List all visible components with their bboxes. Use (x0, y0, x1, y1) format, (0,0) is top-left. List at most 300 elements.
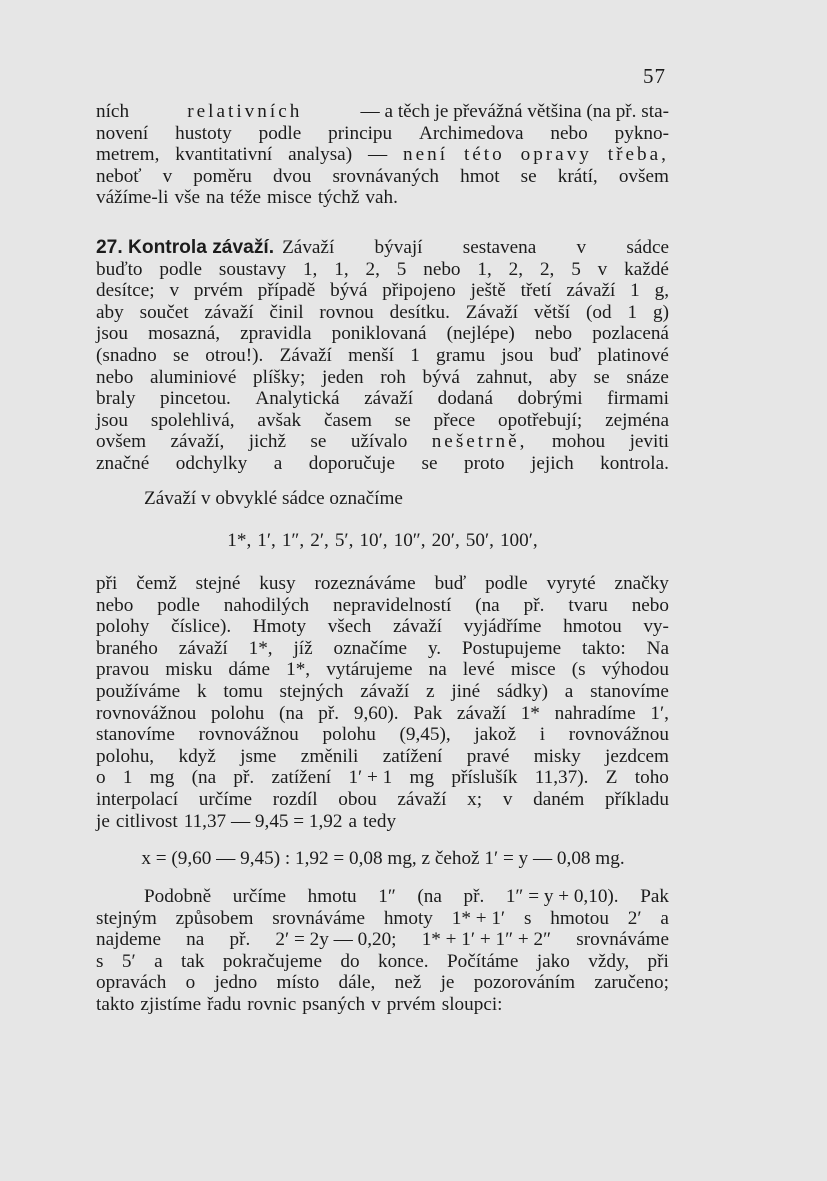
paragraph-5 (96, 886, 669, 1016)
text-line (96, 659, 669, 681)
word: jeden (322, 366, 364, 388)
word: změnili (300, 745, 359, 767)
text-line (96, 123, 669, 145)
word: novení (96, 122, 149, 144)
word: takto (96, 993, 135, 1015)
word: bývá (422, 366, 460, 388)
word: srovnáváme (272, 907, 365, 929)
text-line (96, 811, 669, 833)
word: závaží (178, 637, 228, 659)
word: značné (96, 452, 150, 474)
text-line (96, 345, 669, 367)
word: Postupujeme (462, 637, 562, 659)
word: psaných (302, 993, 366, 1015)
word: 2′, (310, 529, 329, 551)
word: 1 (410, 344, 420, 366)
word: (od (586, 301, 612, 323)
word: týchž (317, 187, 360, 209)
word: 10″, (393, 529, 426, 551)
word: vyjádříme (463, 616, 542, 638)
word: aby (549, 366, 577, 388)
word: vah. (365, 187, 398, 209)
word: Archimedova (419, 122, 524, 144)
word: ních (96, 101, 130, 122)
word: nešetrně, (431, 431, 528, 453)
word: nebo (96, 594, 134, 616)
word: se (520, 165, 537, 187)
word: jakož (474, 724, 516, 746)
word: takto: (582, 637, 626, 659)
word: zjistíme (140, 993, 202, 1015)
word: zatížení (382, 745, 443, 767)
word: vyryté (546, 573, 596, 594)
word: o (185, 972, 196, 994)
word: spolehlivá, (150, 409, 235, 431)
word: 2, (508, 258, 524, 280)
word: dále, (338, 972, 376, 994)
word: (na (279, 702, 304, 724)
word: misce (267, 187, 312, 209)
word: zpravidla (240, 323, 312, 345)
word: Z (605, 767, 618, 789)
word: nahodilých (223, 594, 310, 616)
word: avšak (257, 409, 302, 431)
word: a (348, 810, 358, 832)
text-line (96, 789, 669, 811)
word: používáme (96, 680, 181, 702)
word: firmami (607, 388, 669, 410)
paragraph-4 (96, 573, 669, 870)
word: metrem, (96, 144, 160, 166)
text-line (96, 994, 669, 1016)
text-line (96, 367, 669, 389)
word: součet (139, 301, 189, 323)
word: bývají (374, 237, 423, 258)
word: stanovíme (590, 680, 669, 702)
word: citlivost (115, 810, 178, 832)
word: připojeno (382, 280, 456, 302)
word: zejména (605, 409, 669, 431)
word: čemž (136, 573, 177, 594)
word: (snadno (96, 344, 157, 366)
word: jezdcem (605, 745, 669, 767)
word: 5 (571, 258, 581, 280)
text-line (96, 187, 669, 209)
word: nebo (550, 122, 588, 144)
word: 1*, (248, 637, 273, 659)
text-line (96, 237, 669, 259)
word: Hmoty (252, 616, 307, 638)
word: mosazná, (148, 323, 221, 345)
word: činil (269, 301, 304, 323)
word: mohou (551, 431, 606, 453)
word: y. (427, 637, 442, 659)
word: číslice). (170, 616, 232, 638)
weights-line (96, 530, 669, 552)
word: v (576, 237, 587, 258)
word: sádky) (496, 680, 549, 702)
word: tedy (363, 810, 397, 832)
word: kontrola. (600, 452, 669, 474)
word: téže (230, 187, 262, 209)
text-line-rest (282, 237, 669, 259)
paragraph-3 (96, 488, 669, 551)
word: sádce (626, 237, 669, 258)
word: 1, (334, 258, 349, 280)
word: závaží (566, 280, 616, 302)
section-heading: 27. Kontrola závaží. (96, 237, 275, 258)
word: příkladu (605, 788, 669, 810)
word: Pak (640, 886, 669, 907)
word: 1′, (650, 702, 669, 724)
word: zatížení (271, 767, 332, 789)
word: stejných (279, 680, 344, 702)
word: 5′, (334, 529, 354, 551)
text-line (96, 410, 669, 432)
word: srovnávaných (332, 165, 440, 187)
word: užívalo (350, 431, 408, 453)
word: (na (417, 886, 442, 907)
word: obou (338, 788, 377, 810)
word: principu (328, 122, 393, 144)
word: 9,60). (353, 702, 399, 724)
word: větší (533, 301, 571, 323)
word: g) (652, 301, 669, 323)
word: misky (533, 745, 581, 767)
text-line (96, 144, 669, 166)
word: 2′ (627, 907, 642, 929)
word: příslušík (451, 767, 518, 789)
word: místo (276, 972, 320, 994)
word: doporučuje (308, 452, 396, 474)
word: 1*, (286, 659, 311, 681)
word: desítce; (96, 280, 155, 302)
word: třeba, (607, 144, 669, 166)
word: x; (467, 788, 483, 810)
word: levé (462, 659, 495, 681)
text-line (96, 767, 669, 789)
text-line (96, 951, 669, 973)
word: výhodou (601, 659, 669, 681)
text-line (96, 595, 669, 617)
word: podle (485, 573, 528, 594)
word: polohu, (96, 745, 155, 767)
word: Počítáme (447, 950, 519, 972)
word: podle (258, 122, 302, 144)
word: roh (380, 366, 406, 388)
word: se (310, 431, 327, 453)
word: g, (654, 280, 669, 302)
word: vše (174, 187, 201, 209)
word: polohu (210, 702, 265, 724)
word: 50′, (465, 529, 494, 551)
text-line (96, 638, 669, 660)
word: jeviti (629, 431, 669, 453)
word: tomu (223, 680, 263, 702)
word: podle (159, 258, 203, 280)
word: 1″ = y + 0,10). (505, 886, 619, 907)
word: rozdíl (272, 788, 318, 810)
word: rovnovážnou (568, 724, 669, 746)
word: jiné (451, 680, 481, 702)
word: na (206, 187, 225, 209)
word: poměru (193, 165, 252, 187)
word: 1″ (378, 886, 396, 907)
word: jejich (531, 452, 574, 474)
word: dvou (273, 165, 312, 187)
word: když (178, 745, 216, 767)
text-line (96, 302, 669, 324)
word: do (340, 950, 360, 972)
word: analysa) (288, 144, 353, 166)
word: hustoty (175, 122, 232, 144)
word: případě (257, 280, 316, 302)
word: jako (536, 950, 570, 972)
word: pravé (466, 745, 510, 767)
word: tvaru (568, 594, 608, 616)
word: konce. (377, 950, 429, 972)
word: 10′, (359, 529, 388, 551)
word: sloupci: (441, 993, 503, 1015)
text-line (96, 280, 669, 302)
word: 1* + 1′ (451, 907, 506, 929)
word: stejné (195, 573, 241, 594)
text-line (96, 616, 669, 638)
word: z (426, 680, 435, 702)
word: nebo (96, 366, 134, 388)
word: krátí, (557, 165, 598, 187)
word: závaží (397, 788, 447, 810)
intro-line: Závaží v obvyklé sádce označíme (144, 488, 403, 509)
paragraph-1 (96, 101, 669, 209)
word: než (394, 972, 422, 994)
word: 1 (630, 280, 640, 302)
word: misce (510, 659, 556, 681)
word: vážíme-li (96, 187, 169, 209)
word: je (440, 972, 455, 994)
text-line (96, 929, 669, 951)
word: 1″, (281, 529, 305, 551)
word: třetí (520, 280, 552, 302)
word: se (394, 409, 411, 431)
word: značky (614, 573, 669, 594)
word: rovnovážnou (96, 702, 197, 724)
word: tak (181, 950, 205, 972)
word: 1 (122, 767, 133, 789)
word: (s (571, 659, 586, 681)
word: o (96, 767, 106, 789)
word: braly (96, 388, 136, 410)
word: všech (327, 616, 372, 638)
word: buďto (96, 258, 143, 280)
word: nebo (534, 323, 573, 345)
word: dobrými (517, 388, 583, 410)
word: každé (624, 258, 669, 280)
word: (9,45), (399, 724, 451, 746)
word: nebo (631, 594, 669, 616)
word: je (96, 810, 110, 832)
word: ovšem (618, 165, 669, 187)
word: jsou (501, 344, 534, 366)
word: nebo (423, 258, 461, 280)
word: pravou (96, 659, 150, 681)
section-27 (96, 237, 669, 475)
word: určíme (232, 886, 287, 907)
word: 11,37). (534, 767, 589, 789)
word: jsme (240, 745, 277, 767)
word: Závaží (282, 237, 335, 258)
word: menší (348, 344, 394, 366)
word: závaží (364, 388, 414, 410)
word: při (647, 950, 669, 972)
text-line (96, 388, 669, 410)
word: 1, (302, 258, 318, 280)
word: Podobně (144, 886, 212, 907)
word: sestavena (462, 237, 537, 258)
word: s (523, 907, 532, 929)
word: vy- (643, 616, 669, 638)
word: závaží (393, 616, 443, 638)
word: dodaná (437, 388, 494, 410)
word: (na (475, 594, 500, 616)
word: plíšky; (253, 366, 306, 388)
word: interpolací (96, 788, 179, 810)
word: v (169, 280, 180, 302)
word: soustavy (218, 258, 287, 280)
equation: x = (9,60 — 9,45) : 1,92 = 0,08 mg, z čehož 1′ = y — 0,08 mg. (141, 848, 625, 870)
text-line (96, 703, 669, 725)
word: — (367, 144, 388, 166)
word: 20′, (431, 529, 460, 551)
word: ještě (470, 280, 506, 302)
word: rozeznáváme (314, 573, 416, 594)
text-line (96, 746, 669, 768)
word: hmotou (563, 616, 622, 638)
word: buď (549, 344, 582, 366)
word: na (186, 929, 205, 951)
word: pozlacená (592, 323, 669, 345)
word: se (173, 344, 189, 366)
word: hmotu (307, 886, 357, 907)
word: označíme (333, 637, 408, 659)
word: odchylky (175, 452, 248, 474)
word: 1* (520, 702, 540, 724)
word: nepravidelností (332, 594, 452, 616)
word: př. (463, 886, 485, 907)
word: opotřebují; (498, 409, 583, 431)
word: otrou!). (205, 344, 264, 366)
text-line (96, 431, 669, 453)
word: (na (191, 767, 217, 789)
word: neboť (96, 165, 142, 187)
word: 1* + 1′ + 1″ + 2″ (421, 929, 552, 951)
word: polohy (96, 616, 150, 638)
word: závaží, (170, 431, 225, 453)
word: gramu (436, 344, 486, 366)
text-line (96, 166, 669, 188)
word: vytárujeme (326, 659, 413, 681)
word: 5′ (121, 950, 136, 972)
text-line (96, 453, 669, 475)
word: v (502, 788, 513, 810)
word: (nejlépe) (446, 323, 515, 345)
word: a (564, 680, 574, 702)
word: relativních (187, 101, 303, 122)
word: této (463, 144, 505, 166)
word: snáze (626, 366, 669, 388)
word: vždy, (588, 950, 630, 972)
word: př. (523, 594, 545, 616)
word: pykno- (614, 122, 669, 144)
word: misku (165, 659, 213, 681)
word: závaží (360, 680, 410, 702)
word: polohu (322, 724, 376, 746)
word: aluminiové (150, 366, 237, 388)
word: toho (634, 767, 669, 789)
page-number: 57 (643, 64, 666, 88)
word: rovnovážnou (198, 724, 299, 746)
word: řadu (207, 993, 242, 1015)
word: závaží (204, 301, 254, 323)
text-line (96, 259, 669, 281)
word: pozorováním (473, 972, 576, 994)
word: najdeme (96, 929, 161, 951)
word: zahnut, (476, 366, 533, 388)
word: — a těch je převážná většina (na př. sta- (360, 101, 669, 122)
word: 1′, (257, 529, 276, 551)
word: aby (96, 301, 124, 323)
word: s (96, 950, 104, 972)
word: zaručeno; (594, 972, 669, 994)
text-line (96, 886, 669, 908)
word: př. (229, 929, 251, 951)
word: Závaží (465, 301, 518, 323)
word: přece (433, 409, 476, 431)
word: v (162, 165, 173, 187)
word: kusy (259, 573, 296, 594)
word: a (154, 950, 163, 972)
word: Analytická (255, 388, 340, 410)
word: daném (533, 788, 585, 810)
word: i (539, 724, 546, 746)
word: jedno (214, 972, 258, 994)
word: braného (96, 637, 158, 659)
word: 11,37 — 9,45 = 1,92 (183, 810, 343, 832)
word: prvém (193, 280, 243, 302)
word: na (428, 659, 447, 681)
word: bývá (330, 280, 368, 302)
text-line (96, 573, 669, 595)
text-line (96, 323, 669, 345)
word: 1, (477, 258, 492, 280)
word: 2′ = 2y — 0,20; (275, 929, 397, 951)
word: mg (149, 767, 175, 789)
word: pincetou. (159, 388, 231, 410)
word: jsou (96, 323, 128, 345)
word: pokračujeme (222, 950, 322, 972)
word: poniklovaná (331, 323, 427, 345)
word: a (660, 907, 669, 929)
word: nahradíme (554, 702, 636, 724)
word: způsobem (175, 907, 254, 929)
word: není (403, 144, 449, 166)
word: a (273, 452, 283, 474)
word: opravách (96, 972, 167, 994)
word: stanovíme (96, 724, 175, 746)
text-line (96, 681, 669, 703)
word: prvém (386, 993, 436, 1015)
text-line (96, 908, 669, 930)
